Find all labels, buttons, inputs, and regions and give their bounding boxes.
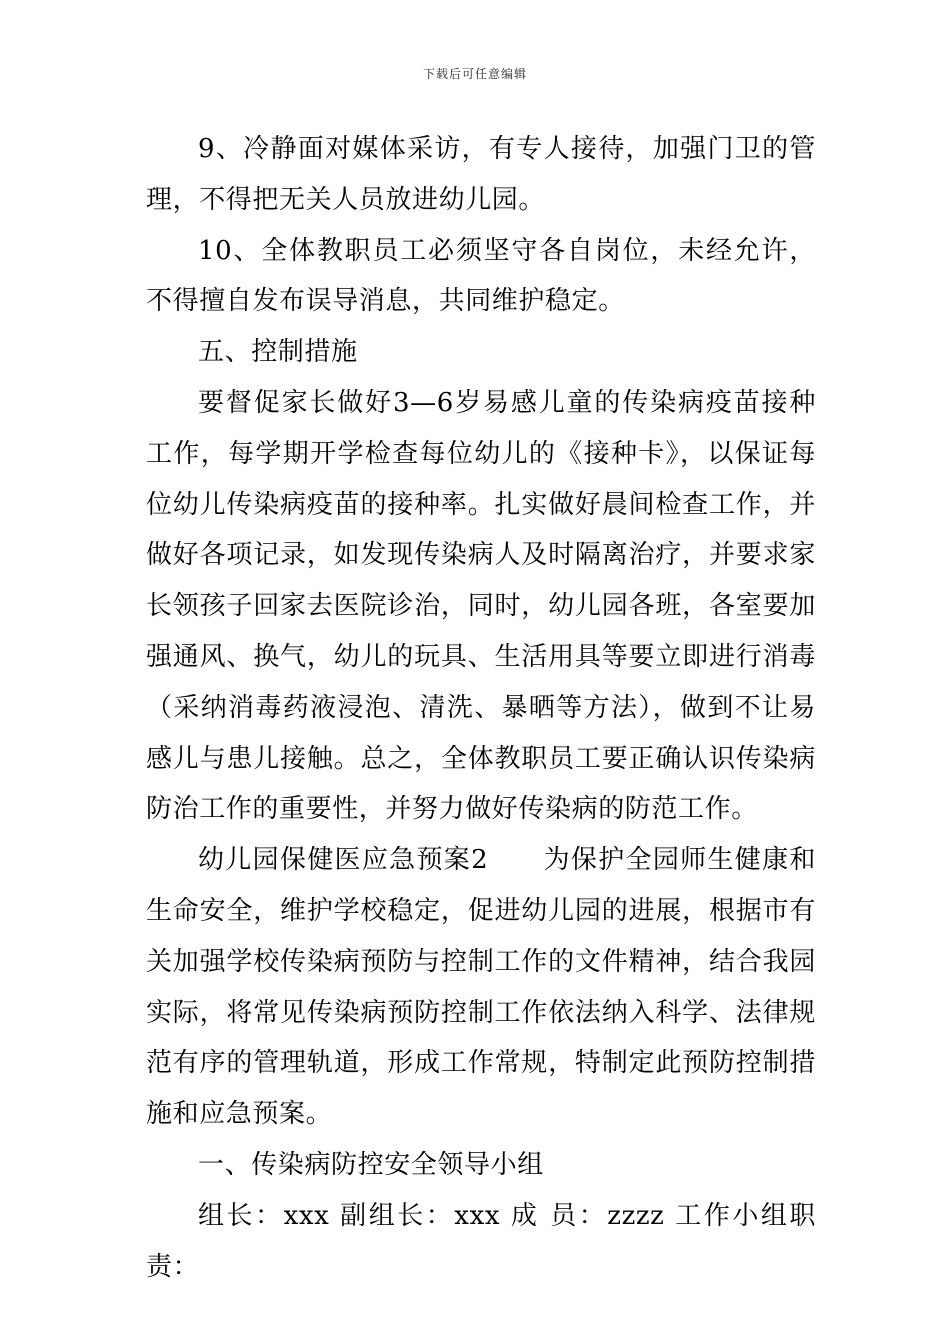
- page-header-note: 下载后可任意编辑: [422, 67, 527, 81]
- paragraph-group-members: 组长：xxx 副组长：xxx 成 员：zzzz 工作小组职责：: [146, 1200, 816, 1282]
- document-body: [146, 124, 816, 1292]
- paragraph-emergency-plan-2: 幼儿园保健医应急预案2 为保护全园师生健康和生命安全，维护学校稳定，促进幼儿园的进展，根据市有关加强学校传染病预防与控制工作的文件精神，结合我园实际，将常见传染病预防控制工作依法纳入科学、法律规范有序的管理轨道，形成工作常规，特制定此预防控制措施和应急预案。: [146, 845, 816, 1130]
- section-heading-control-measures: 五、控制措施: [198, 337, 358, 368]
- section-heading-leadership-group: 一、传染病防控安全领导小组: [198, 1149, 544, 1180]
- paragraph-item-10: 10、全体教职员工必须坚守各自岗位，未经允许，不得擅自发布误导消息，共同维护稳定。: [146, 235, 816, 317]
- paragraph-control-measures: 要督促家长做好3—6岁易感儿童的传染病疫苗接种工作，每学期开学检查每位幼儿的《接种卡》，以保证每位幼儿传染病疫苗的接种率。扎实做好晨间检查工作，并做好各项记录，如发现传染病人及时隔离治疗，并要求家长领孩子回家去医院诊治，同时，幼儿园各班，各室要加强通风、换气，幼儿的玩具、生活用具等要立即进行消毒（采纳消毒药液浸泡、清洗、暴晒等方法），做到不让易感儿与患儿接触。总之，全体教职员工要正确认识传染病防治工作的重要性，并努力做好传染病的防范工作。: [146, 387, 816, 825]
- paragraph-item-9: 9、冷静面对媒体采访，有专人接待，加强门卫的管理，不得把无关人员放进幼儿园。: [146, 134, 816, 215]
